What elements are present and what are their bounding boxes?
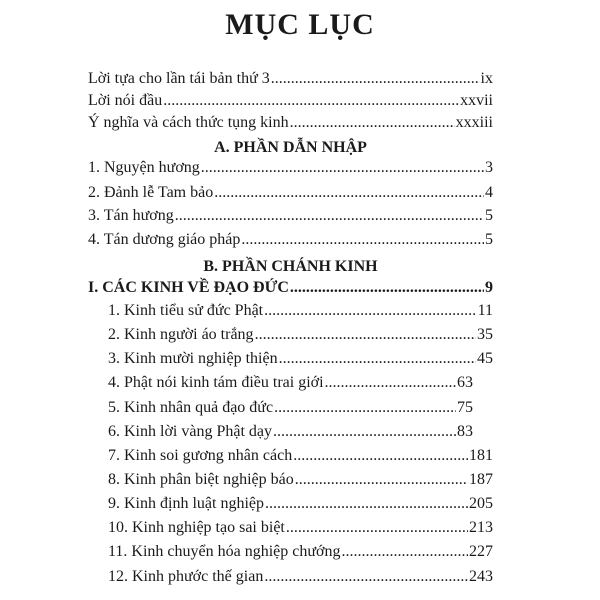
dot-leader (274, 398, 456, 418)
toc-entry-foreword (88, 91, 493, 111)
toc-entry-label: Ý nghĩa và cách thức tụng kinh (88, 114, 289, 131)
dot-leader (295, 470, 468, 490)
toc-entry-page: xxxiii (455, 114, 493, 131)
dot-leader (290, 278, 484, 298)
toc-entry-preface-reprint (88, 69, 493, 89)
dot-leader (264, 567, 468, 587)
toc-entry-label: 3. Tán hương (88, 207, 174, 224)
dot-leader (279, 349, 476, 369)
toc-entry (108, 349, 493, 369)
toc-entry (108, 567, 493, 587)
toc-entry-label: 2. Kinh người áo trắng (108, 326, 254, 343)
toc-entry-page: ix (480, 70, 493, 87)
toc-entry-chanting-meaning (88, 113, 493, 133)
toc-entry-label: 12. Kinh phước thế gian (108, 568, 264, 585)
toc-entry-label: 1. Nguyện hương (88, 159, 200, 176)
subsection-label: I. CÁC KINH VỀ ĐẠO ĐỨC (88, 279, 289, 296)
toc-entry (108, 518, 493, 538)
toc-entry-page: 213 (469, 519, 493, 536)
dot-leader (293, 446, 468, 466)
dot-leader (290, 113, 455, 133)
toc-entry-label: Lời tựa cho lần tái bản thứ 3 (88, 70, 270, 87)
toc-entry-page: 11 (477, 302, 493, 319)
toc-entry (108, 373, 473, 393)
dot-leader (255, 325, 476, 345)
toc-entry-label: 7. Kinh soi gương nhân cách (108, 447, 293, 464)
toc-entry (88, 230, 493, 250)
toc-entry (108, 494, 493, 514)
toc-entry-page: 3 (485, 159, 493, 176)
section-b-heading: B. PHẦN CHÁNH KINH (203, 258, 378, 275)
toc-entry-page: 45 (477, 350, 493, 367)
dot-leader (271, 69, 480, 89)
dot-leader (342, 542, 469, 562)
toc-entry-page: 63 (457, 374, 473, 391)
dot-leader (325, 373, 456, 393)
toc-entry (108, 301, 493, 321)
toc-entry-page: 181 (469, 447, 493, 464)
dot-leader (175, 206, 484, 226)
subsection-page: 9 (485, 279, 493, 296)
toc-entry-page: 187 (469, 471, 493, 488)
toc-entry-page: 5 (485, 207, 493, 224)
toc-entry (108, 446, 493, 466)
toc-entry-label: 8. Kinh phân biệt nghiệp báo (108, 471, 294, 488)
toc-entry (108, 422, 473, 442)
dot-leader (214, 183, 484, 203)
toc-entry (88, 206, 493, 226)
toc-entry-page: xxvii (460, 92, 493, 109)
toc-entry-label: 6. Kinh lời vàng Phật dạy (108, 423, 272, 440)
dot-leader (163, 91, 459, 111)
toc-entry-label: 1. Kinh tiểu sử đức Phật (108, 302, 264, 319)
dot-leader (264, 301, 476, 321)
toc-entry-page: 5 (485, 231, 493, 248)
toc-entry-label: 4. Tán dương giáo pháp (88, 231, 241, 248)
toc-entry-label: 9. Kinh định luật nghiệp (108, 495, 264, 512)
toc-entry-page: 205 (469, 495, 493, 512)
toc-entry-label: 5. Kinh nhân quả đạo đức (108, 399, 274, 416)
toc-entry-page: 83 (457, 423, 473, 440)
toc-entry-label: 3. Kinh mười nghiệp thiện (108, 350, 278, 367)
toc-entry (108, 470, 493, 490)
toc-entry-label: 10. Kinh nghiệp tạo sai biệt (108, 519, 285, 536)
dot-leader (273, 422, 456, 442)
toc-entry (108, 542, 493, 562)
section-a-heading: A. PHẦN DẪN NHẬP (214, 139, 367, 156)
toc-entry-page: 35 (477, 326, 493, 343)
dot-leader (286, 518, 468, 538)
dot-leader (241, 230, 484, 250)
toc-entry-label: 4. Phật nói kinh tám điều trai giới (108, 374, 324, 391)
toc-entry-page: 243 (469, 568, 493, 585)
toc-entry (108, 325, 493, 345)
toc-entry-page: 227 (469, 543, 493, 560)
toc-entry-label: 11. Kinh chuyển hóa nghiệp chướng (108, 543, 341, 560)
toc-entry-page: 75 (457, 399, 473, 416)
dot-leader (201, 158, 484, 178)
toc-entry (88, 158, 493, 178)
toc-entry (88, 183, 493, 203)
toc-entry-label: Lời nói đầu (88, 92, 163, 109)
toc-entry (108, 398, 473, 418)
subsection-entry (88, 278, 493, 298)
page-title: MỤC LỤC (225, 8, 375, 41)
toc-entry-label: 2. Đảnh lễ Tam bảo (88, 184, 214, 201)
toc-entry-page: 4 (485, 184, 493, 201)
dot-leader (265, 494, 468, 514)
